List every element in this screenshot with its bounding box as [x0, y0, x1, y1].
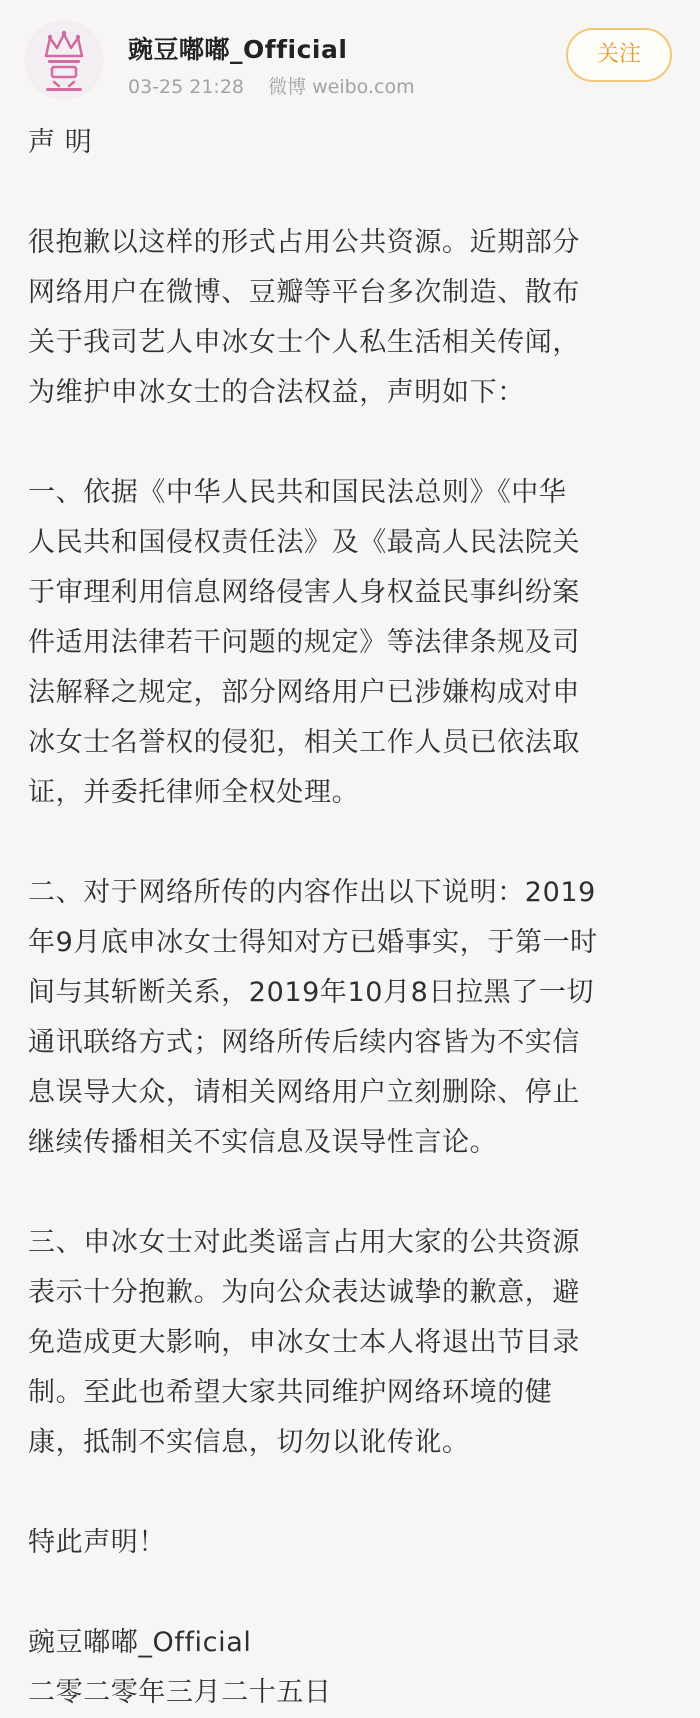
statement-date: 二零二零年三月二十五日	[28, 1677, 332, 1708]
text-line: 很抱歉以这样的形式占用公共资源。近期部分	[28, 227, 580, 258]
statement-point-3	[28, 1218, 678, 1468]
text-line: 二、对于网络所传的内容作出以下说明：2019	[28, 877, 596, 908]
text-line: 三、申冰女士对此类谣言占用大家的公共资源	[28, 1227, 580, 1258]
text-line: 关于我司艺人申冰女士个人私生活相关传闻，	[28, 327, 580, 358]
text-line: 免造成更大影响，申冰女士本人将退出节目录	[28, 1327, 580, 1358]
post-header	[0, 0, 700, 118]
text-line: 于审理利用信息网络侵害人身权益民事纠纷案	[28, 577, 580, 608]
text-line: 为维护申冰女士的合法权益，声明如下：	[28, 377, 525, 408]
text-line: 间与其斩断关系，2019年10月8日拉黑了一切	[28, 977, 595, 1008]
text-line: 冰女士名誉权的侵犯，相关工作人员已依法取	[28, 727, 580, 758]
statement-point-2	[28, 868, 678, 1168]
statement-intro	[28, 218, 678, 418]
username[interactable]: 豌豆嘟嘟_Official	[128, 35, 348, 64]
crown-logo-icon	[24, 20, 104, 100]
text-line: 一、依据《中华人民共和国民法总则》《中华	[28, 477, 567, 508]
text-line: 康，抵制不实信息，切勿以讹传讹。	[28, 1427, 470, 1458]
text-line: 息误导大众，请相关网络用户立刻删除、停止	[28, 1077, 580, 1108]
follow-button[interactable]: 关注	[566, 28, 672, 82]
text-line: 表示十分抱歉。为向公众表达诚挚的歉意，避	[28, 1277, 580, 1308]
post-timestamp: 03-25 21:28	[128, 76, 245, 98]
text-line: 证，并委托律师全权处理。	[28, 777, 360, 808]
statement-signature: 豌豆嘟嘟_Official	[28, 1627, 252, 1658]
post-source: 微博 weibo.com	[268, 76, 415, 98]
statement-title: 声 明	[28, 127, 93, 158]
text-line: 件适用法律若干问题的规定》等法律条规及司	[28, 627, 580, 658]
text-line: 法解释之规定，部分网络用户已涉嫌构成对申	[28, 677, 580, 708]
post-meta	[128, 72, 433, 99]
statement-point-1	[28, 468, 678, 818]
avatar[interactable]	[24, 20, 104, 100]
text-line: 网络用户在微博、豆瓣等平台多次制造、散布	[28, 277, 580, 308]
statement-closing: 特此声明！	[28, 1527, 166, 1558]
post-content	[28, 118, 678, 1718]
text-line: 年9月底申冰女士得知对方已婚事实，于第一时	[28, 927, 598, 958]
text-line: 继续传播相关不实信息及误导性言论。	[28, 1127, 498, 1158]
text-line: 制。至此也希望大家共同维护网络环境的健	[28, 1377, 553, 1408]
text-line: 人民共和国侵权责任法》及《最高人民法院关	[28, 527, 580, 558]
text-line: 通讯联络方式；网络所传后续内容皆为不实信	[28, 1027, 580, 1058]
